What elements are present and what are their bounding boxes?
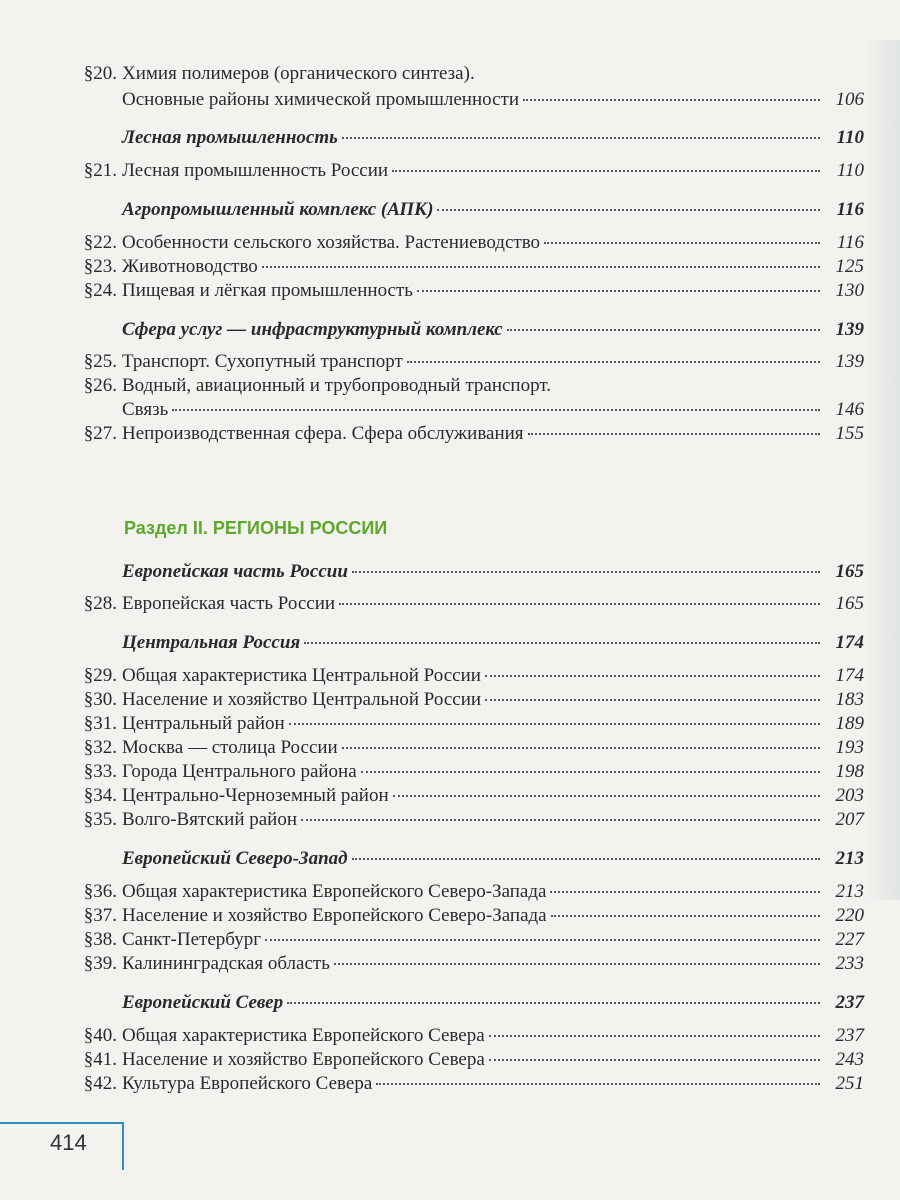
entry-page-number: 227 (835, 929, 864, 950)
paragraph-number: §27. (83, 423, 117, 444)
dot-leader (287, 1002, 820, 1004)
entry-page-number: 193 (835, 737, 864, 758)
dot-leader (489, 1059, 820, 1061)
toc-entry (83, 422, 864, 446)
entry-title: Транспорт. Сухопутный транспорт (122, 351, 403, 372)
entry-page-number: 174 (835, 632, 864, 653)
toc-entry (83, 928, 864, 952)
facing-page-bleed (864, 40, 900, 900)
toc-entry (83, 712, 864, 736)
entry-title: Химия полимеров (органического синтеза). (122, 63, 475, 84)
dot-leader (301, 819, 820, 821)
paragraph-number: §39. (83, 953, 117, 974)
paragraph-number: §32. (83, 737, 117, 758)
entry-title: Волго-Вятский район (122, 809, 298, 830)
entry-title: Население и хозяйство Европейского Северо-Запада (122, 905, 547, 926)
paragraph-number: §29. (83, 665, 117, 686)
entry-page-number: 220 (835, 905, 864, 926)
paragraph-number: §34. (83, 785, 117, 806)
entry-title: Европейский Северо-Запад (122, 848, 348, 869)
dot-leader (361, 771, 820, 773)
dot-leader (376, 1083, 820, 1085)
dot-leader (342, 747, 820, 749)
entry-page-number: 203 (835, 785, 864, 806)
entry-page-number: 213 (835, 848, 864, 869)
paragraph-number: §38. (83, 929, 117, 950)
toc-entry (83, 904, 864, 928)
entry-title: Связь (122, 399, 169, 420)
toc-entry (122, 398, 864, 422)
entry-title: Общая характеристика Европейского Севера (122, 1025, 485, 1046)
toc-entry (83, 952, 864, 976)
entry-page-number: 213 (835, 881, 864, 902)
toc-entry (83, 880, 864, 904)
entry-title: Лесная промышленность (122, 127, 338, 148)
entry-title: Население и хозяйство Центральной России (122, 689, 482, 710)
paragraph-number: §40. (83, 1025, 117, 1046)
paragraph-number: §42. (83, 1073, 117, 1094)
entry-page-number: 189 (835, 713, 864, 734)
entry-title: Основные районы химической промышленности (122, 89, 519, 110)
dot-leader (528, 433, 820, 435)
entry-page-number: 116 (836, 199, 864, 220)
paragraph-number: §37. (83, 905, 117, 926)
entry-page-number: 155 (835, 423, 864, 444)
paragraph-number: §30. (83, 689, 117, 710)
toc-entry (83, 784, 864, 808)
toc-heading (122, 847, 864, 871)
page-number-box (0, 1122, 124, 1170)
dot-leader (523, 99, 820, 101)
dot-leader (489, 1035, 820, 1037)
entry-title: Агропромышленный комплекс (АПК) (122, 199, 434, 220)
dot-leader (342, 137, 820, 139)
entry-title: Культура Европейского Севера (122, 1073, 373, 1094)
entry-title: Города Центрального района (122, 761, 357, 782)
entry-title: Калининградская область (122, 953, 330, 974)
dot-leader (393, 795, 820, 797)
entry-title: Особенности сельского хозяйства. Растениеводство (122, 232, 541, 253)
entry-page-number: 125 (835, 256, 864, 277)
entry-page-number: 139 (835, 319, 864, 340)
entry-page-number: 110 (836, 160, 864, 181)
paragraph-number: §41. (83, 1049, 117, 1070)
dot-leader (417, 290, 820, 292)
paragraph-number: §26. (83, 375, 117, 396)
page-number: 414 (50, 1130, 87, 1155)
entry-page-number: 130 (835, 280, 864, 301)
paragraph-number: §28. (83, 593, 117, 614)
dot-leader (304, 642, 820, 644)
section-title: Раздел II. РЕГИОНЫ РОССИИ (124, 518, 388, 538)
paragraph-number: §22. (83, 232, 117, 253)
toc-entry (83, 255, 864, 279)
entry-page-number: 110 (836, 127, 864, 148)
entry-title: Лесная промышленность России (122, 160, 389, 181)
toc-entry (83, 808, 864, 832)
dot-leader (485, 675, 820, 677)
toc-entry (83, 1024, 864, 1048)
toc-entry (83, 159, 864, 183)
entry-title: Центрально-Черноземный район (122, 785, 389, 806)
toc-entry (83, 736, 864, 760)
entry-title: Общая характеристика Центральной России (122, 665, 481, 686)
dot-leader (407, 361, 820, 363)
dot-leader (544, 242, 820, 244)
paragraph-number: §25. (83, 351, 117, 372)
toc-heading (122, 560, 864, 584)
entry-title: Европейский Север (122, 992, 284, 1013)
toc-heading (122, 318, 864, 342)
dot-leader (352, 858, 820, 860)
dot-leader (550, 891, 820, 893)
entry-title: Сфера услуг — инфраструктурный комплекс (122, 319, 503, 340)
dot-leader (289, 723, 820, 725)
dot-leader (485, 699, 820, 701)
entry-title: Непроизводственная сфера. Сфера обслуживания (122, 423, 524, 444)
toc-heading (122, 126, 864, 150)
entry-title: Пищевая и лёгкая промышленность (122, 280, 413, 301)
entry-title: Центральный район (122, 713, 285, 734)
paragraph-number: §33. (83, 761, 117, 782)
toc-entry (122, 88, 864, 112)
entry-title: Европейская часть России (122, 593, 336, 614)
toc-heading (122, 991, 864, 1015)
paragraph-number: §23. (83, 256, 117, 277)
entry-title: Европейская часть России (122, 561, 348, 582)
dot-leader (437, 209, 820, 211)
dot-leader (265, 939, 820, 941)
entry-title: Население и хозяйство Европейского Севера (122, 1049, 485, 1070)
paragraph-number: §31. (83, 713, 117, 734)
entry-page-number: 237 (835, 1025, 864, 1046)
toc-heading (122, 631, 864, 655)
entry-title: Центральная Россия (122, 632, 301, 653)
entry-page-number: 174 (835, 665, 864, 686)
entry-page-number: 237 (835, 992, 864, 1013)
dot-leader (262, 266, 820, 268)
dot-leader (172, 409, 820, 411)
entry-page-number: 183 (835, 689, 864, 710)
entry-page-number: 106 (835, 89, 864, 110)
dot-leader (339, 603, 820, 605)
dot-leader (352, 571, 820, 573)
entry-page-number: 207 (835, 809, 864, 830)
entry-page-number: 165 (835, 561, 864, 582)
dot-leader (392, 170, 820, 172)
toc-entry (83, 62, 864, 86)
paragraph-number: §35. (83, 809, 117, 830)
dot-leader (551, 915, 820, 917)
entry-page-number: 243 (835, 1049, 864, 1070)
paragraph-number: §24. (83, 280, 117, 301)
entry-title: Водный, авиационный и трубопроводный транспорт. (122, 375, 551, 396)
paragraph-number: §36. (83, 881, 117, 902)
toc-entry (83, 1072, 864, 1096)
entry-title: Москва — столица России (122, 737, 338, 758)
toc-entry (83, 1048, 864, 1072)
entry-page-number: 251 (835, 1073, 864, 1094)
entry-title: Животноводство (122, 256, 258, 277)
toc-heading (122, 198, 864, 222)
entry-page-number: 146 (835, 399, 864, 420)
entry-title: Санкт-Петербург (122, 929, 262, 950)
toc-entry (83, 231, 864, 255)
entry-page-number: 116 (836, 232, 864, 253)
toc-entry (83, 350, 864, 374)
entry-page-number: 198 (835, 761, 864, 782)
toc-entry (83, 374, 864, 398)
toc-entry (83, 592, 864, 616)
paragraph-number: §21. (83, 160, 117, 181)
entry-page-number: 233 (835, 953, 864, 974)
dot-leader (334, 963, 820, 965)
entry-title: Общая характеристика Европейского Северо-Запада (122, 881, 547, 902)
toc-entry (83, 279, 864, 303)
paragraph-number: §20. (83, 63, 117, 84)
toc-entry (83, 688, 864, 712)
entry-page-number: 139 (835, 351, 864, 372)
entry-page-number: 165 (835, 593, 864, 614)
toc-entry (83, 760, 864, 784)
toc-entry (83, 664, 864, 688)
dot-leader (507, 329, 820, 331)
